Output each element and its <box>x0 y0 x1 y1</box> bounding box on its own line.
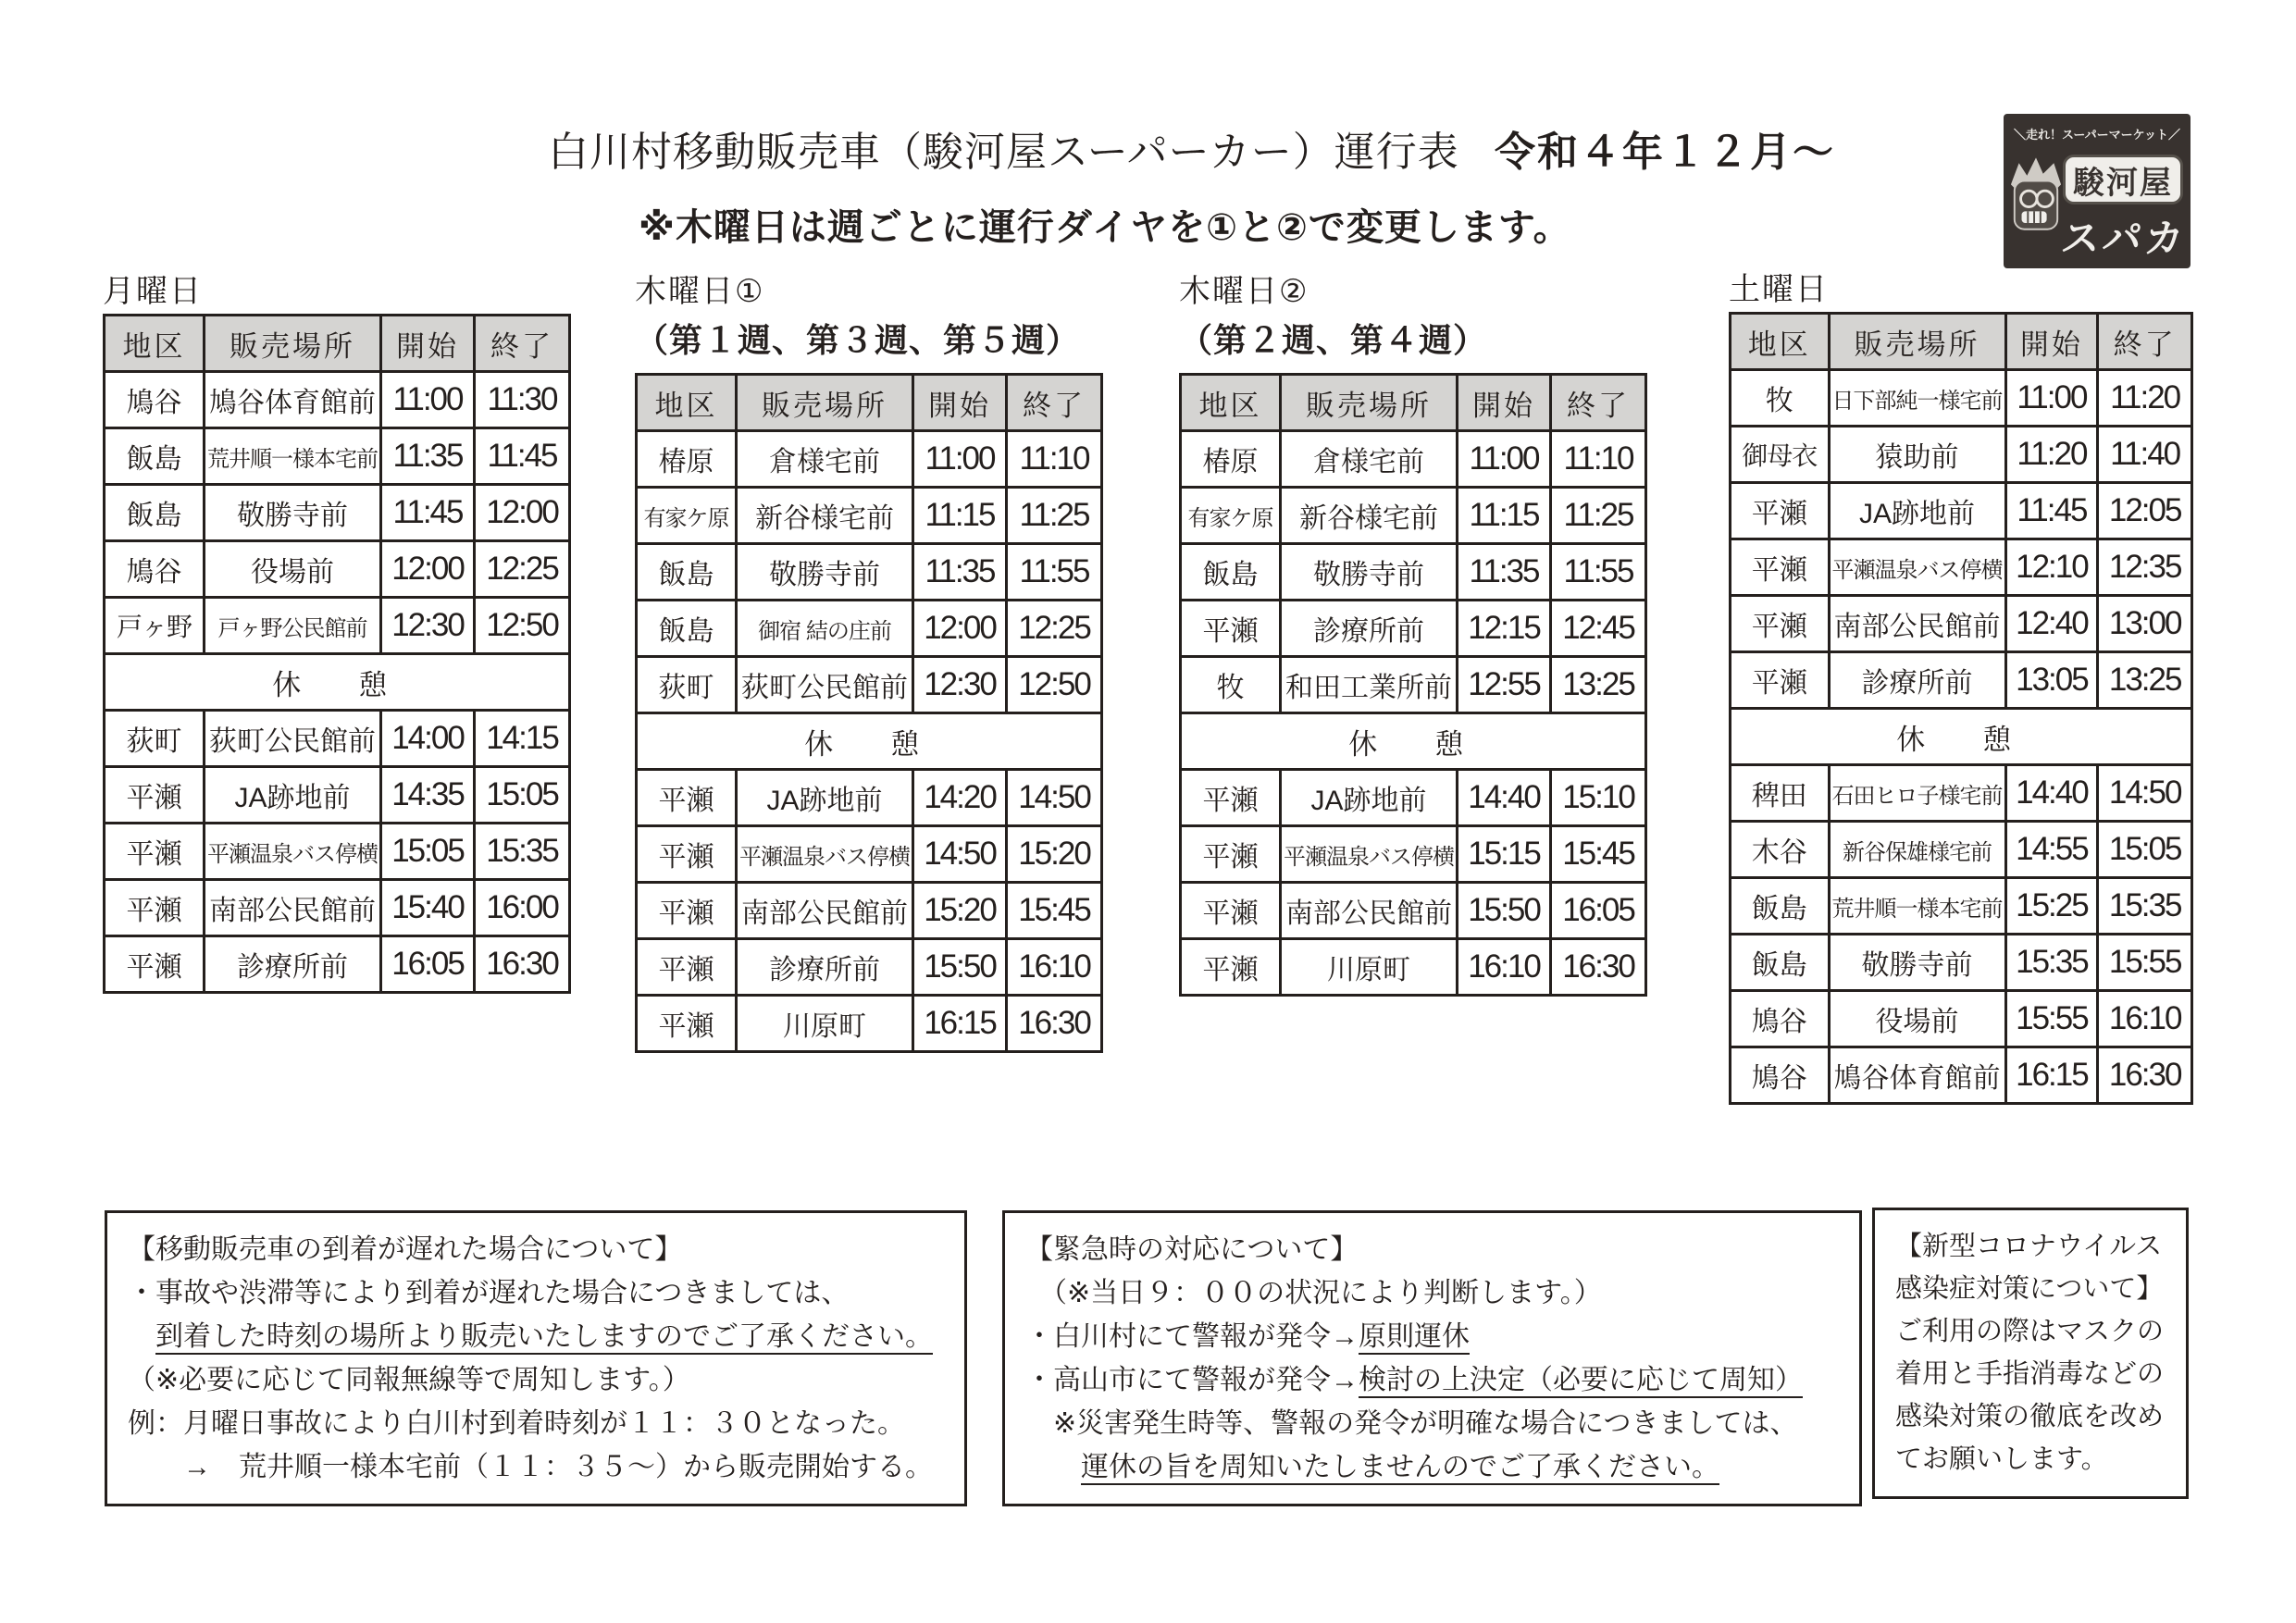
place-cell: JA跡地前 <box>205 767 381 824</box>
place-cell: 和田工業所前 <box>1281 657 1458 713</box>
end-time-cell: 11:40 <box>2098 427 2192 483</box>
header-row <box>637 375 1102 431</box>
place-cell: 敬勝寺前 <box>1281 544 1458 601</box>
break-cell: 休 憩 <box>1731 709 2192 765</box>
note-text: 着用と手指消毒などの <box>1895 1359 2165 1389</box>
table-row <box>637 883 1102 939</box>
table-row <box>1731 596 2192 652</box>
end-time-cell: 11:30 <box>475 372 570 428</box>
end-time-cell: 11:25 <box>1007 488 1102 544</box>
break-row <box>1181 713 1646 770</box>
col-header: 地区 <box>1731 314 1830 370</box>
col-header: 開始 <box>2005 314 2098 370</box>
page-subtitle: ※木曜日は週ごとに運行ダイヤを①と②で変更します。 <box>639 207 1571 248</box>
district-cell: 飯島 <box>105 428 205 485</box>
note-line <box>128 1315 944 1358</box>
start-time-cell: 15:50 <box>913 939 1007 996</box>
day-label-monday: 月曜日 <box>103 274 203 309</box>
end-time-cell: 11:45 <box>475 428 570 485</box>
district-cell: 椿原 <box>637 431 737 488</box>
table-row <box>1181 488 1646 544</box>
end-time-cell: 15:35 <box>475 824 570 880</box>
start-time-cell: 12:15 <box>1458 601 1551 657</box>
place-cell: 平瀬温泉バス停横 <box>1281 826 1458 883</box>
note-text: 感染対策の徹底を改め <box>1895 1402 2165 1431</box>
table-row <box>1731 1047 2192 1104</box>
district-cell: 平瀬 <box>1731 652 1830 709</box>
note-line <box>1895 1268 2166 1310</box>
note-line <box>1895 1438 2166 1481</box>
note-underlined-text: 到着した時刻の場所より販売いたしますのでご了承ください。 <box>155 1321 933 1352</box>
note-text: 【新型コロナウイルス <box>1895 1232 2163 1261</box>
table-row <box>1731 652 2192 709</box>
district-cell: 有家ケ原 <box>1181 488 1281 544</box>
timetable-saturday <box>1729 312 2193 1105</box>
place-cell: 石田ヒロ子様宅前 <box>1829 765 2005 822</box>
note-covid <box>1872 1208 2189 1499</box>
place-cell: 鳩谷体育館前 <box>1829 1047 2005 1104</box>
table-row <box>637 601 1102 657</box>
start-time-cell: 12:30 <box>381 598 475 654</box>
schedule-thursday-1 <box>635 273 1105 1053</box>
district-cell: 平瀬 <box>105 880 205 936</box>
table-row <box>637 826 1102 883</box>
start-time-cell: 15:05 <box>381 824 475 880</box>
note-line <box>128 1228 944 1271</box>
start-time-cell: 11:45 <box>381 485 475 541</box>
note-line <box>128 1358 944 1402</box>
place-cell: 戸ヶ野公民館前 <box>205 598 381 654</box>
place-cell: 診療所前 <box>1281 601 1458 657</box>
table-row <box>1731 765 2192 822</box>
place-cell: 倉様宅前 <box>737 431 913 488</box>
place-cell: JA跡地前 <box>737 770 913 826</box>
col-header: 終了 <box>2098 314 2192 370</box>
schedule-thursday-2 <box>1179 273 1649 997</box>
table-row <box>1181 770 1646 826</box>
note-line <box>1895 1225 2166 1268</box>
end-time-cell: 14:15 <box>475 711 570 767</box>
start-time-cell: 11:15 <box>1458 488 1551 544</box>
end-time-cell: 16:05 <box>1551 883 1646 939</box>
district-cell: 木谷 <box>1731 822 1830 878</box>
table-row <box>1731 935 2192 991</box>
end-time-cell: 16:30 <box>1551 939 1646 996</box>
table-row <box>105 767 570 824</box>
place-cell: 倉様宅前 <box>1281 431 1458 488</box>
district-cell: 平瀬 <box>637 770 737 826</box>
timetable-monday <box>103 314 571 994</box>
place-cell: 役場前 <box>1829 991 2005 1047</box>
table-row <box>1731 878 2192 935</box>
table-row <box>637 544 1102 601</box>
end-time-cell: 11:10 <box>1551 431 1646 488</box>
table-row <box>1731 539 2192 596</box>
note-text: → 荒井順一様本宅前（１１：３５～）から販売開始する。 <box>128 1452 933 1482</box>
note-underlined-text: 検討の上決定（必要に応じて周知） <box>1359 1365 1803 1395</box>
logo-brand-sub: スパカ <box>2058 217 2189 260</box>
end-time-cell: 15:05 <box>475 767 570 824</box>
start-time-cell: 15:55 <box>2005 991 2098 1047</box>
start-time-cell: 13:05 <box>2005 652 2098 709</box>
district-cell: 荻町 <box>105 711 205 767</box>
place-cell: JA跡地前 <box>1829 483 2005 539</box>
district-cell: 平瀬 <box>1181 939 1281 996</box>
break-cell: 休 憩 <box>1181 713 1646 770</box>
start-time-cell: 15:35 <box>2005 935 2098 991</box>
district-cell: 鳩谷 <box>1731 1047 1830 1104</box>
end-time-cell: 16:10 <box>1007 939 1102 996</box>
start-time-cell: 15:40 <box>381 880 475 936</box>
place-cell: 役場前 <box>205 541 381 598</box>
end-time-cell: 14:50 <box>1007 770 1102 826</box>
week-note-thursday-2: （第２週、第４週） <box>1179 321 1488 359</box>
end-time-cell: 15:45 <box>1007 883 1102 939</box>
place-cell: 鳩谷体育館前 <box>205 372 381 428</box>
end-time-cell: 16:30 <box>1007 996 1102 1052</box>
start-time-cell: 11:15 <box>913 488 1007 544</box>
table-row <box>637 770 1102 826</box>
end-time-cell: 15:35 <box>2098 878 2192 935</box>
table-row <box>1181 826 1646 883</box>
district-cell: 平瀬 <box>637 826 737 883</box>
end-time-cell: 11:10 <box>1007 431 1102 488</box>
district-cell: 鳩谷 <box>1731 991 1830 1047</box>
place-cell: 新谷保雄様宅前 <box>1829 822 2005 878</box>
table-row <box>105 372 570 428</box>
table-row <box>637 996 1102 1052</box>
place-cell: 御宿 結の庄前 <box>737 601 913 657</box>
note-line <box>1025 1445 1839 1489</box>
start-time-cell: 12:00 <box>913 601 1007 657</box>
note-line <box>1895 1353 2166 1395</box>
end-time-cell: 11:25 <box>1551 488 1646 544</box>
start-time-cell: 15:50 <box>1458 883 1551 939</box>
note-line <box>128 1445 944 1489</box>
district-cell: 平瀬 <box>1181 770 1281 826</box>
end-time-cell: 12:50 <box>1007 657 1102 713</box>
table-row <box>105 824 570 880</box>
start-time-cell: 12:55 <box>1458 657 1551 713</box>
start-time-cell: 11:35 <box>913 544 1007 601</box>
table-row <box>1181 883 1646 939</box>
day-label-thursday-2: 木曜日② <box>1179 274 1309 309</box>
break-row <box>637 713 1102 770</box>
header-row <box>1731 314 2192 370</box>
note-text: 例：月曜日事故により白川村到着時刻が１１：３０となった。 <box>128 1408 905 1439</box>
end-time-cell: 15:45 <box>1551 826 1646 883</box>
note-line <box>1025 1402 1839 1445</box>
timetable-thursday-1 <box>635 373 1103 1053</box>
start-time-cell: 14:50 <box>913 826 1007 883</box>
place-cell: 診療所前 <box>205 936 381 993</box>
start-time-cell: 11:35 <box>1458 544 1551 601</box>
start-time-cell: 14:40 <box>1458 770 1551 826</box>
start-time-cell: 16:05 <box>381 936 475 993</box>
district-cell: 戸ヶ野 <box>105 598 205 654</box>
note-text: ・事故や渋滞等により到着が遅れた場合につきましては、 <box>128 1278 850 1308</box>
place-cell: 診療所前 <box>737 939 913 996</box>
place-cell: 新谷様宅前 <box>737 488 913 544</box>
timetable-thursday-2 <box>1179 373 1647 997</box>
day-label-thursday-1: 木曜日① <box>635 274 765 309</box>
place-cell: 平瀬温泉バス停横 <box>1829 539 2005 596</box>
table-row <box>1181 939 1646 996</box>
start-time-cell: 14:35 <box>381 767 475 824</box>
break-cell: 休 憩 <box>637 713 1102 770</box>
start-time-cell: 14:20 <box>913 770 1007 826</box>
note-text: てお願いします。 <box>1895 1444 2108 1474</box>
table-row <box>105 936 570 993</box>
start-time-cell: 12:30 <box>913 657 1007 713</box>
start-time-cell: 14:00 <box>381 711 475 767</box>
note-line <box>1025 1358 1839 1402</box>
start-time-cell: 14:55 <box>2005 822 2098 878</box>
district-cell: 荻町 <box>637 657 737 713</box>
place-cell: 川原町 <box>737 996 913 1052</box>
place-cell: 南部公民館前 <box>205 880 381 936</box>
end-time-cell: 16:00 <box>475 880 570 936</box>
start-time-cell: 11:00 <box>1458 431 1551 488</box>
place-cell: 荻町公民館前 <box>737 657 913 713</box>
start-time-cell: 16:10 <box>1458 939 1551 996</box>
col-header: 終了 <box>1551 375 1646 431</box>
col-header: 地区 <box>637 375 737 431</box>
col-header: 開始 <box>381 316 475 372</box>
place-cell: 荒井順一様本宅前 <box>1829 878 2005 935</box>
place-cell: 新谷様宅前 <box>1281 488 1458 544</box>
end-time-cell: 12:50 <box>475 598 570 654</box>
district-cell: 平瀬 <box>105 767 205 824</box>
start-time-cell: 12:10 <box>2005 539 2098 596</box>
place-cell: 南部公民館前 <box>737 883 913 939</box>
place-cell: JA跡地前 <box>1281 770 1458 826</box>
start-time-cell: 11:35 <box>381 428 475 485</box>
col-header: 地区 <box>105 316 205 372</box>
header-row <box>1181 375 1646 431</box>
start-time-cell: 11:00 <box>381 372 475 428</box>
district-cell: 飯島 <box>105 485 205 541</box>
end-time-cell: 15:10 <box>1551 770 1646 826</box>
table-row <box>1181 544 1646 601</box>
district-cell: 飯島 <box>1181 544 1281 601</box>
page-title-main: 白川村移動販売車（駿河屋スーパーカー）運行表 <box>548 130 1459 175</box>
district-cell: 御母衣 <box>1731 427 1830 483</box>
district-cell: 有家ケ原 <box>637 488 737 544</box>
place-cell: 診療所前 <box>1829 652 2005 709</box>
week-note-thursday-1: （第１週、第３週、第５週） <box>635 321 1081 359</box>
table-row <box>1181 431 1646 488</box>
end-time-cell: 13:25 <box>1551 657 1646 713</box>
note-underlined-text: 運休の旨を周知いたしませんのでご了承ください。 <box>1081 1452 1719 1482</box>
table-row <box>105 598 570 654</box>
start-time-cell: 12:40 <box>2005 596 2098 652</box>
schedule-monday <box>103 273 573 994</box>
table-row <box>1731 370 2192 427</box>
table-row <box>105 428 570 485</box>
end-time-cell: 11:55 <box>1551 544 1646 601</box>
place-cell: 荒井順一様本宅前 <box>205 428 381 485</box>
note-text <box>1025 1452 1081 1482</box>
district-cell: 平瀬 <box>1181 883 1281 939</box>
table-row <box>1731 822 2192 878</box>
break-row <box>1731 709 2192 765</box>
district-cell: 平瀬 <box>1181 601 1281 657</box>
end-time-cell: 12:05 <box>2098 483 2192 539</box>
col-header: 販売場所 <box>1829 314 2005 370</box>
end-time-cell: 12:35 <box>2098 539 2192 596</box>
place-cell: 南部公民館前 <box>1829 596 2005 652</box>
district-cell: 平瀬 <box>637 939 737 996</box>
place-cell: 平瀬温泉バス停横 <box>205 824 381 880</box>
place-cell: 敬勝寺前 <box>737 544 913 601</box>
break-cell: 休 憩 <box>105 654 570 711</box>
note-line <box>128 1271 944 1315</box>
note-emergency <box>1002 1210 1862 1506</box>
note-text <box>128 1321 155 1352</box>
mascot-icon <box>2009 155 2063 236</box>
place-cell: 敬勝寺前 <box>1829 935 2005 991</box>
district-cell: 飯島 <box>1731 878 1830 935</box>
district-cell: 平瀬 <box>1731 483 1830 539</box>
schedule-saturday <box>1729 271 2193 1105</box>
end-time-cell: 11:20 <box>2098 370 2192 427</box>
start-time-cell: 16:15 <box>2005 1047 2098 1104</box>
end-time-cell: 13:25 <box>2098 652 2192 709</box>
start-time-cell: 11:00 <box>2005 370 2098 427</box>
note-line <box>1895 1310 2166 1353</box>
table-row <box>1731 483 2192 539</box>
place-cell: 日下部純一様宅前 <box>1829 370 2005 427</box>
table-row <box>637 431 1102 488</box>
day-label-saturday: 土曜日 <box>1729 272 1829 307</box>
col-header: 終了 <box>1007 375 1102 431</box>
district-cell: 鳩谷 <box>105 372 205 428</box>
district-cell: 飯島 <box>637 544 737 601</box>
start-time-cell: 11:20 <box>2005 427 2098 483</box>
district-cell: 平瀬 <box>637 883 737 939</box>
note-text: 【緊急時の対応について】 <box>1025 1234 1359 1265</box>
start-time-cell: 11:00 <box>913 431 1007 488</box>
district-cell: 飯島 <box>1731 935 1830 991</box>
district-cell: 椿原 <box>1181 431 1281 488</box>
end-time-cell: 12:25 <box>475 541 570 598</box>
district-cell: 牧 <box>1731 370 1830 427</box>
end-time-cell: 16:30 <box>2098 1047 2192 1104</box>
note-line <box>1025 1271 1839 1315</box>
note-line <box>1025 1315 1839 1358</box>
break-row <box>105 654 570 711</box>
col-header: 終了 <box>475 316 570 372</box>
table-row <box>637 488 1102 544</box>
note-text: 感染症対策について】 <box>1895 1274 2164 1304</box>
district-cell: 平瀬 <box>1731 596 1830 652</box>
end-time-cell: 16:10 <box>2098 991 2192 1047</box>
end-time-cell: 14:50 <box>2098 765 2192 822</box>
col-header: 地区 <box>1181 375 1281 431</box>
start-time-cell: 12:00 <box>381 541 475 598</box>
shop-logo <box>2004 114 2191 268</box>
start-time-cell: 15:15 <box>1458 826 1551 883</box>
table-row <box>105 880 570 936</box>
page-title <box>548 118 1835 178</box>
district-cell: 牧 <box>1181 657 1281 713</box>
start-time-cell: 15:25 <box>2005 878 2098 935</box>
district-cell: 平瀬 <box>1731 539 1830 596</box>
col-header: 開始 <box>1458 375 1551 431</box>
start-time-cell: 11:45 <box>2005 483 2098 539</box>
place-cell: 川原町 <box>1281 939 1458 996</box>
end-time-cell: 12:00 <box>475 485 570 541</box>
place-cell: 敬勝寺前 <box>205 485 381 541</box>
note-text: （※当日９：００の状況により判断します。） <box>1025 1278 1602 1308</box>
col-header: 販売場所 <box>205 316 381 372</box>
table-row <box>1731 427 2192 483</box>
end-time-cell: 15:55 <box>2098 935 2192 991</box>
district-cell: 平瀬 <box>1181 826 1281 883</box>
table-row <box>637 657 1102 713</box>
district-cell: 稗田 <box>1731 765 1830 822</box>
start-time-cell: 15:20 <box>913 883 1007 939</box>
note-line <box>128 1402 944 1445</box>
col-header: 開始 <box>913 375 1007 431</box>
logo-tagline: ＼走れ！スーパーマーケット／ <box>2013 128 2181 142</box>
table-row <box>105 541 570 598</box>
district-cell: 飯島 <box>637 601 737 657</box>
place-cell: 平瀬温泉バス停横 <box>737 826 913 883</box>
place-cell: 猿助前 <box>1829 427 2005 483</box>
note-late-arrival <box>105 1210 967 1506</box>
table-row <box>1181 601 1646 657</box>
end-time-cell: 11:55 <box>1007 544 1102 601</box>
note-text: ・高山市にて警報が発令→ <box>1025 1365 1359 1395</box>
end-time-cell: 15:20 <box>1007 826 1102 883</box>
table-row <box>1181 657 1646 713</box>
note-line <box>1895 1395 2166 1438</box>
header-row <box>105 316 570 372</box>
table-row <box>1731 991 2192 1047</box>
col-header: 販売場所 <box>737 375 913 431</box>
end-time-cell: 12:25 <box>1007 601 1102 657</box>
logo-brand: 駿河屋 <box>2063 155 2183 204</box>
district-cell: 鳩谷 <box>105 541 205 598</box>
note-text: ※災害発生時等、警報の発令が明確な場合につきましては、 <box>1025 1408 1798 1439</box>
district-cell: 平瀬 <box>105 824 205 880</box>
table-row <box>105 711 570 767</box>
note-line <box>1025 1228 1839 1271</box>
note-text: （※必要に応じて同報無線等で周知します。） <box>128 1365 690 1395</box>
note-text: ご利用の際はマスクの <box>1895 1317 2165 1346</box>
note-text: 【移動販売車の到着が遅れた場合について】 <box>128 1234 683 1265</box>
end-time-cell: 16:30 <box>475 936 570 993</box>
end-time-cell: 12:45 <box>1551 601 1646 657</box>
district-cell: 平瀬 <box>637 996 737 1052</box>
start-time-cell: 14:40 <box>2005 765 2098 822</box>
start-time-cell: 16:15 <box>913 996 1007 1052</box>
place-cell: 荻町公民館前 <box>205 711 381 767</box>
col-header: 販売場所 <box>1281 375 1458 431</box>
end-time-cell: 15:05 <box>2098 822 2192 878</box>
note-underlined-text: 原則運休 <box>1359 1321 1470 1352</box>
end-time-cell: 13:00 <box>2098 596 2192 652</box>
page-title-period: 令和４年１２月～ <box>1494 130 1835 175</box>
district-cell: 平瀬 <box>105 936 205 993</box>
note-text: ・白川村にて警報が発令→ <box>1025 1321 1359 1352</box>
table-row <box>637 939 1102 996</box>
place-cell: 南部公民館前 <box>1281 883 1458 939</box>
table-row <box>105 485 570 541</box>
